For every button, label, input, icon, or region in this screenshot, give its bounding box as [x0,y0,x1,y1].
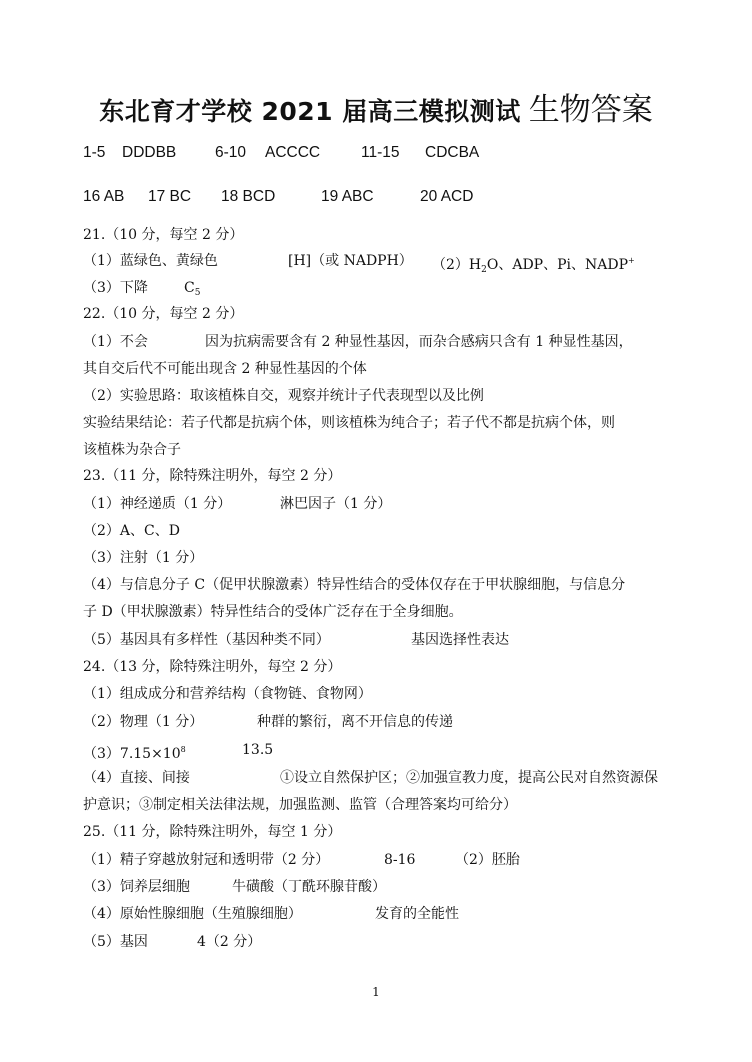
mc-answers-2: ACCCC [265,144,321,161]
q22-heading: 22.（10 分，每空 2 分） [83,306,244,322]
q24-answer-4-cont: 护意识；③制定相关法律法规，加强监测、监管（合理答案均可给分） [83,797,517,813]
q22-answer-1b: 因为抗病需要含有 2 种显性基因，而杂合感病只含有 1 种显性基因， [205,334,633,350]
q21-answer-2-text: （2）H [432,257,482,273]
q24-heading: 24.（13 分，除特殊注明外，每空 2 分） [83,659,342,675]
mc-item-17: 17 BC [148,188,192,205]
q24-answer-3a [83,740,186,764]
q22-result: 实验结果结论：若子代都是抗病个体，则该植株为纯合子；若子代不都是抗病个体，则 [83,415,615,431]
q21-answer-2-sup: + [628,256,635,265]
q21-answer-3b-text: C [184,280,195,296]
q22-answer-2: （2）实验思路：取该植株自交，观察并统计子代表现型以及比例 [83,388,484,404]
q22-answer-1-cont: 其自交后代不可能出现含 2 种显性基因的个体 [83,361,367,377]
q25-answer-1b: 8-16 [384,852,416,868]
q24-answer-2b: 种群的繁衍，离不开信息的传递 [257,714,453,730]
q25-answer-2: （2）胚胎 [455,852,520,868]
q23-heading: 23.（11 分，除特殊注明外，每空 2 分） [83,468,342,484]
mc-item-18: 18 BCD [221,188,276,205]
q21-answer-3b-sub: 5 [194,288,201,298]
q23-answer-3: （3）注射（1 分） [83,550,204,566]
q25-answer-4b: 发育的全能性 [375,906,459,922]
title-main: 东北育才学校 2021 届高三模拟测试 [99,97,521,126]
q24-answer-1: （1）组成成分和营养结构（食物链、食物网） [83,686,372,702]
q25-heading: 25.（11 分，除特殊注明外，每空 1 分） [83,824,342,840]
q24-answer-2a: （2）物理（1 分） [83,714,204,730]
q21-answer-2-rest: O、ADP、Pi、NADP [486,257,628,273]
q25-answer-5b: 4（2 分） [197,934,262,950]
q25-answer-4a: （4）原始性腺细胞（生殖腺细胞） [83,906,302,922]
q25-answer-3b: 牛磺酸（丁酰环腺苷酸） [232,879,386,895]
q23-answer-1b: 淋巴因子（1 分） [280,496,392,512]
mc-item-16: 16 AB [83,188,125,205]
q23-answer-4: （4）与信息分子 C（促甲状腺激素）特异性结合的受体仅存在于甲状腺细胞，与信息分 [83,577,626,593]
mc-item-20: 20 ACD [420,188,474,205]
q21-heading: 21.（10 分，每空 2 分） [83,227,244,243]
q24-answer-3a-text: （3）7.15×10 [83,746,181,762]
q23-answer-5a: （5）基因具有多样性（基因种类不同） [83,632,330,648]
mc-answers-3: CDCBA [425,144,480,161]
q21-answer-1b: [H]（或 NADPH） [288,253,413,269]
q21-answer-3a: （3）下降 [83,280,148,296]
q23-answer-2: （2）A、C、D [83,523,180,539]
mc-range-2: 6-10 [215,144,247,161]
q24-answer-3a-sup: 8 [180,745,186,754]
q25-answer-1a: （1）精子穿越放射冠和透明带（2 分） [83,852,330,868]
page-title [0,84,752,129]
q25-answer-5a: （5）基因 [83,934,148,950]
mc-answers-1: DDDBB [122,144,177,161]
q22-result-cont: 该植株为杂合子 [83,442,181,458]
page-number: 1 [372,985,380,999]
q21-answer-2-sub: 2 [481,265,487,275]
q21-answer-2 [432,251,635,280]
q21-answer-3b [184,278,200,303]
q21-answer-1a: （1）蓝绿色、黄绿色 [83,253,218,269]
q24-answer-4a: （4）直接、间接 [83,770,190,786]
title-subject: 生物答案 [528,92,653,128]
mc-range-3: 11-15 [361,144,400,161]
mc-range-1: 1-5 [83,144,106,161]
q23-answer-4-cont: 子 D（甲状腺激素）特异性结合的受体广泛存在于全身细胞。 [83,604,463,620]
q24-answer-4b: ①设立自然保护区；②加强宣教力度，提高公民对自然资源保 [280,770,658,786]
q23-answer-1a: （1）神经递质（1 分） [83,496,232,512]
q22-answer-1a: （1）不会 [83,334,148,350]
mc-item-19: 19 ABC [321,188,374,205]
q25-answer-3a: （3）饲养层细胞 [83,879,190,895]
q24-answer-3b: 13.5 [242,742,274,758]
q23-answer-5b: 基因选择性表达 [411,632,509,648]
